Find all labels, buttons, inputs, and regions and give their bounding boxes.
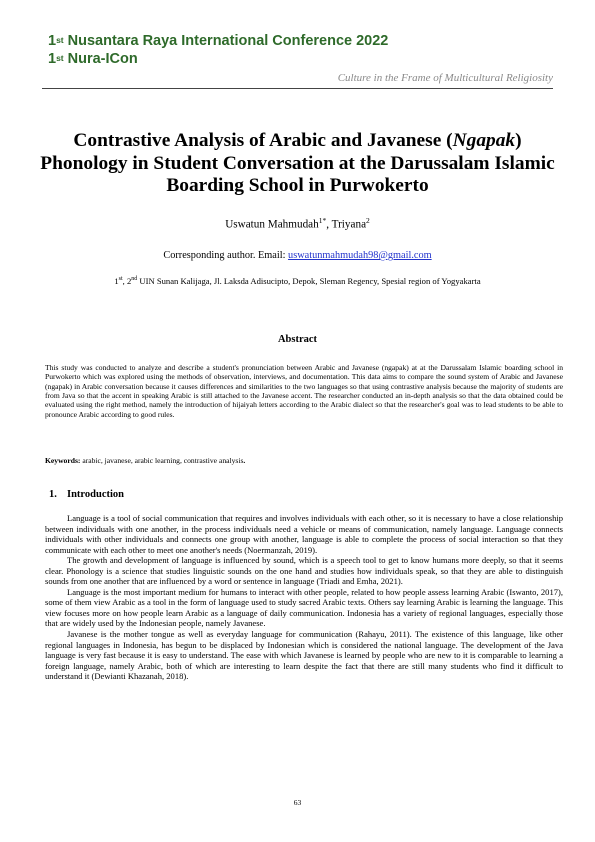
title-part2: ) Phonology in Student Conversation at the Darussalam Islamic Boarding School in Purwokerto bbox=[40, 130, 555, 197]
author-1-mark: 1* bbox=[318, 216, 327, 225]
conference-short-title bbox=[48, 51, 138, 69]
keywords-text: arabic, javanese, arabic learning, contrastive analysis bbox=[80, 456, 244, 465]
author-2: Triyana bbox=[331, 218, 367, 231]
header-rule bbox=[42, 88, 553, 89]
introduction-body bbox=[45, 513, 563, 682]
affil-prefix-1: 1 bbox=[114, 276, 119, 286]
conference-name: Nusantara Raya International Conference 2022 bbox=[67, 33, 389, 49]
title-italic: Ngapak bbox=[452, 130, 516, 151]
affiliation bbox=[0, 276, 595, 286]
author-separator: , bbox=[326, 218, 332, 231]
conference-short-suffix: st bbox=[56, 53, 64, 63]
conference-title bbox=[48, 33, 388, 51]
author-line bbox=[0, 216, 595, 231]
affil-text: UIN Sunan Kalijaga, Jl. Laksda Adisucipto, Depok, Sleman Regency, Spesial region of Yogyakarta bbox=[137, 276, 481, 286]
author-2-mark: 2 bbox=[366, 216, 370, 225]
paragraph: The growth and development of language is influenced by sound, which is a speech tool to get to know humans more deeply, so that it seems clear. Phonology is a science that studies linguistic sounds on the one hand and studies how individuals speak, so that they are able to distinguish sounds from one another that are influenced by a word or sentence in language (Triadi and Emha, 2021). bbox=[45, 555, 563, 587]
affil-mark-2: nd bbox=[131, 276, 138, 283]
conference-short-ordinal: 1 bbox=[48, 51, 57, 67]
section-number: 1. bbox=[49, 489, 57, 500]
conference-ordinal: 1 bbox=[48, 33, 57, 49]
page-number: 63 bbox=[293, 798, 302, 807]
corresponding-author bbox=[0, 250, 595, 261]
author-1: Uswatun Mahmudah bbox=[225, 218, 319, 231]
corresponding-label: Corresponding author. Email: bbox=[163, 250, 289, 261]
affil-mark-1: st bbox=[118, 276, 123, 283]
conference-tagline: Culture in the Frame of Multicultural Religiosity bbox=[337, 72, 553, 84]
conference-ordinal-suffix: st bbox=[56, 35, 64, 45]
affil-prefix-2: , 2 bbox=[122, 276, 132, 286]
paragraph: Language is a tool of social communication that requires and involves individuals with each other, so it is necessary to have a close relationship between individuals with one another, in the process individuals need a vehicle or means of communication, namely language. Language connects individuals with other individuals and connects one group with another, language is able to complete the process of social interaction so that they communicate with each other to meet one another's needs (Noermanzah, 2019). bbox=[45, 513, 563, 555]
paper-title bbox=[40, 130, 555, 198]
paragraph: Language is the most important medium for humans to interact with other people, related to how people assess learning Arabic (Iswanto, 2017), some of them view Arabic as a tool in the form of language used to study sacred Arabic texts. Others say learning Arabic is learning the language. This view focuses more on how people learn Arabic as a language of daily communication. Indonesia has a variety of regional languages, especially those that are widely used by the Indonesian people, namely Javanese. bbox=[45, 586, 563, 629]
keywords bbox=[45, 456, 563, 465]
corresponding-email-link[interactable]: uswatunmahmudah98@gmail.com bbox=[288, 250, 432, 261]
title-part1: Contrastive Analysis of Arabic and Javanese ( bbox=[73, 130, 453, 151]
keywords-end: . bbox=[243, 456, 246, 465]
section-title: Introduction bbox=[67, 489, 124, 500]
paragraph: Javanese is the mother tongue as well as everyday language for communication (Rahayu, 2011). The existence of this language, like other regional languages in Indonesia, has begun to be displaced by Indonesian which is considered the national language. The development of the Java language is very fast because it is easy to understand. The ease with which Javanese is learned by people who are new to it is comparable to learning a foreign language, namely Arabic, both of which are interesting to learn despite the fact that there are still many students who find it difficult to understand it (Dewianti Khazanah, 2018). bbox=[45, 629, 563, 682]
abstract-body: This study was conducted to analyze and describe a student's pronunciation between Arabic and Javanese (ngapak) at at the Darussalam Islamic boarding school in Purwokerto which was explored using the methods of observation, interviews, and documentation. This data aims to compare the sound system of Arabic and Javanese (ngapak) in Arabic conversation because it causes differences and similarities to the two languages so that using contrastive analysis because the majority of students are from Java so that the accent in speaking Arabic is still attached to the Javanese accent. The researcher conducted an in-depth analysis so that the data obtained could be evaluated using the right method, namely the introduction of hijaiyah letters according to the Arabic dialect so that the researcher's goal was to lead students to be able to pronounce Arabic according to good rules. bbox=[45, 363, 563, 419]
abstract-heading: Abstract bbox=[277, 334, 318, 345]
section-heading-introduction bbox=[49, 489, 124, 500]
conference-short-name: Nura-ICon bbox=[67, 51, 138, 67]
keywords-label: Keywords: bbox=[45, 456, 81, 465]
